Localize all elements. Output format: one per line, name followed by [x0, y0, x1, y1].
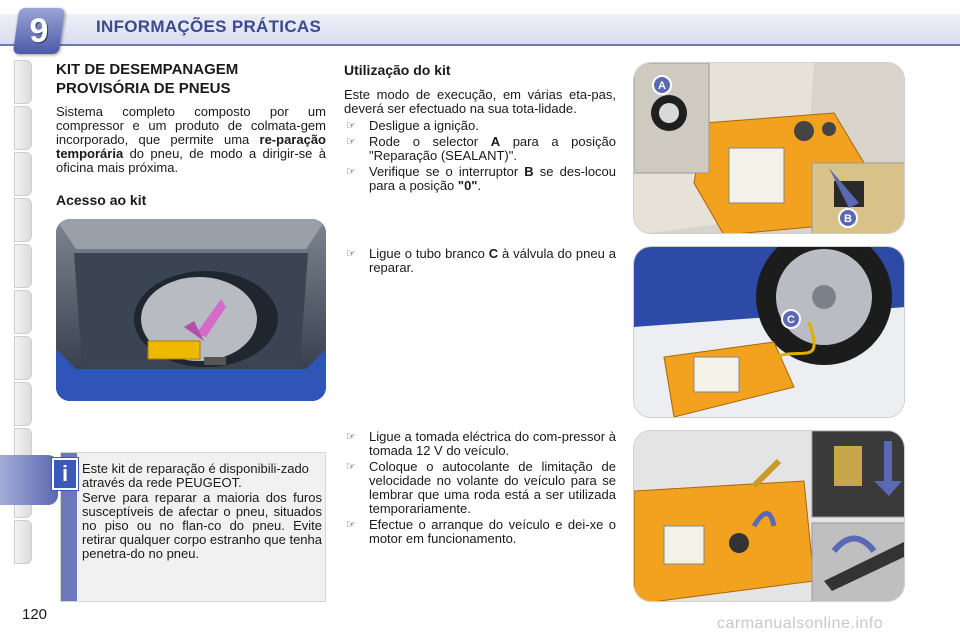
usage-steps-b [344, 245, 616, 275]
chapter-tab[interactable] [14, 244, 32, 288]
chapter-tab[interactable] [14, 290, 32, 334]
list-item: ☞ Coloque o autocolante de limitação de velocidade no volante do veículo para se lembrar que uma roda está a ser utilizada temporariamente. [346, 459, 616, 516]
pointing-hand-icon: ☞ [346, 461, 356, 473]
chapter-tab[interactable] [14, 336, 32, 380]
usage-title: Utilização do kit [344, 62, 451, 78]
section-intro: Sistema completo composto por um compressor e um produto de colmata-gem incorporado, que permite uma re-paração temporária do pneu, de modo a dirigir-se à oficina mais próxima. [56, 104, 326, 175]
chapter-tab[interactable] [14, 60, 32, 104]
chapter-tab[interactable] [14, 198, 32, 242]
power-socket-illustration [633, 430, 905, 602]
usage-steps-a [344, 88, 616, 193]
pointing-hand-icon: ☞ [346, 248, 356, 260]
pointing-hand-icon: ☞ [346, 519, 356, 531]
chapter-tab[interactable] [14, 106, 32, 150]
info-icon: i [52, 458, 78, 490]
callout-b: B [844, 213, 852, 225]
active-chapter-tab[interactable] [0, 455, 58, 505]
chapter-tab[interactable] [14, 382, 32, 426]
chapter-tab[interactable] [14, 520, 32, 564]
callout-a: A [658, 80, 666, 92]
pointing-hand-icon: ☞ [346, 136, 356, 148]
chapter-title: INFORMAÇÕES PRÁTICAS [96, 17, 322, 36]
list-item: ☞ Ligue o tubo branco C à válvula do pneu a reparar. [346, 246, 616, 275]
list-item: ☞ Verifique se o interruptor B se des-locou para a posição "0". [346, 164, 617, 193]
callout-c: C [787, 314, 795, 326]
trunk-kit-illustration [56, 219, 326, 401]
usage-steps-c [344, 428, 616, 546]
page-number: 120 [22, 606, 48, 623]
valve-hose-illustration [633, 246, 905, 418]
pointing-hand-icon: ☞ [346, 120, 356, 132]
list-item: ☞ Efectue o arranque do veículo e dei-xe o motor em funcionamento. [346, 517, 616, 546]
info-text: Este kit de reparação é disponibili-zado através da rede PEUGEOT. [82, 461, 309, 490]
pointing-hand-icon: ☞ [346, 431, 356, 443]
usage-intro: Este modo de execução, em várias eta-pas, deverá ser efectuado na sua tota-lidade. [344, 87, 616, 116]
list-item: ☞ Rode o selector A para a posição "Reparação (SEALANT)". [346, 134, 616, 163]
chapter-number: 9 [29, 11, 49, 50]
info-text: Serve para reparar a maioria dos furos susceptíveis de afectar o pneu, situados no piso ou no flan-co do pneu. Evite retirar qualquer corpo estranho que tenha penetra-do no pneu. [82, 490, 322, 561]
compressor-selector-illustration [633, 62, 905, 234]
list-item: ☞ Ligue a tomada eléctrica do com-pressor à tomada 12 V do veículo. [346, 429, 616, 458]
chapter-tab[interactable] [14, 152, 32, 196]
list-item: ☞ Desligue a ignição. [346, 118, 479, 133]
watermark: carmanualsonline.info [717, 615, 884, 632]
section-title: KIT DE DESEMPANAGEM PROVISÓRIA DE PNEUS [56, 61, 239, 97]
access-title: Acesso ao kit [56, 192, 147, 208]
pointing-hand-icon: ☞ [346, 166, 356, 178]
